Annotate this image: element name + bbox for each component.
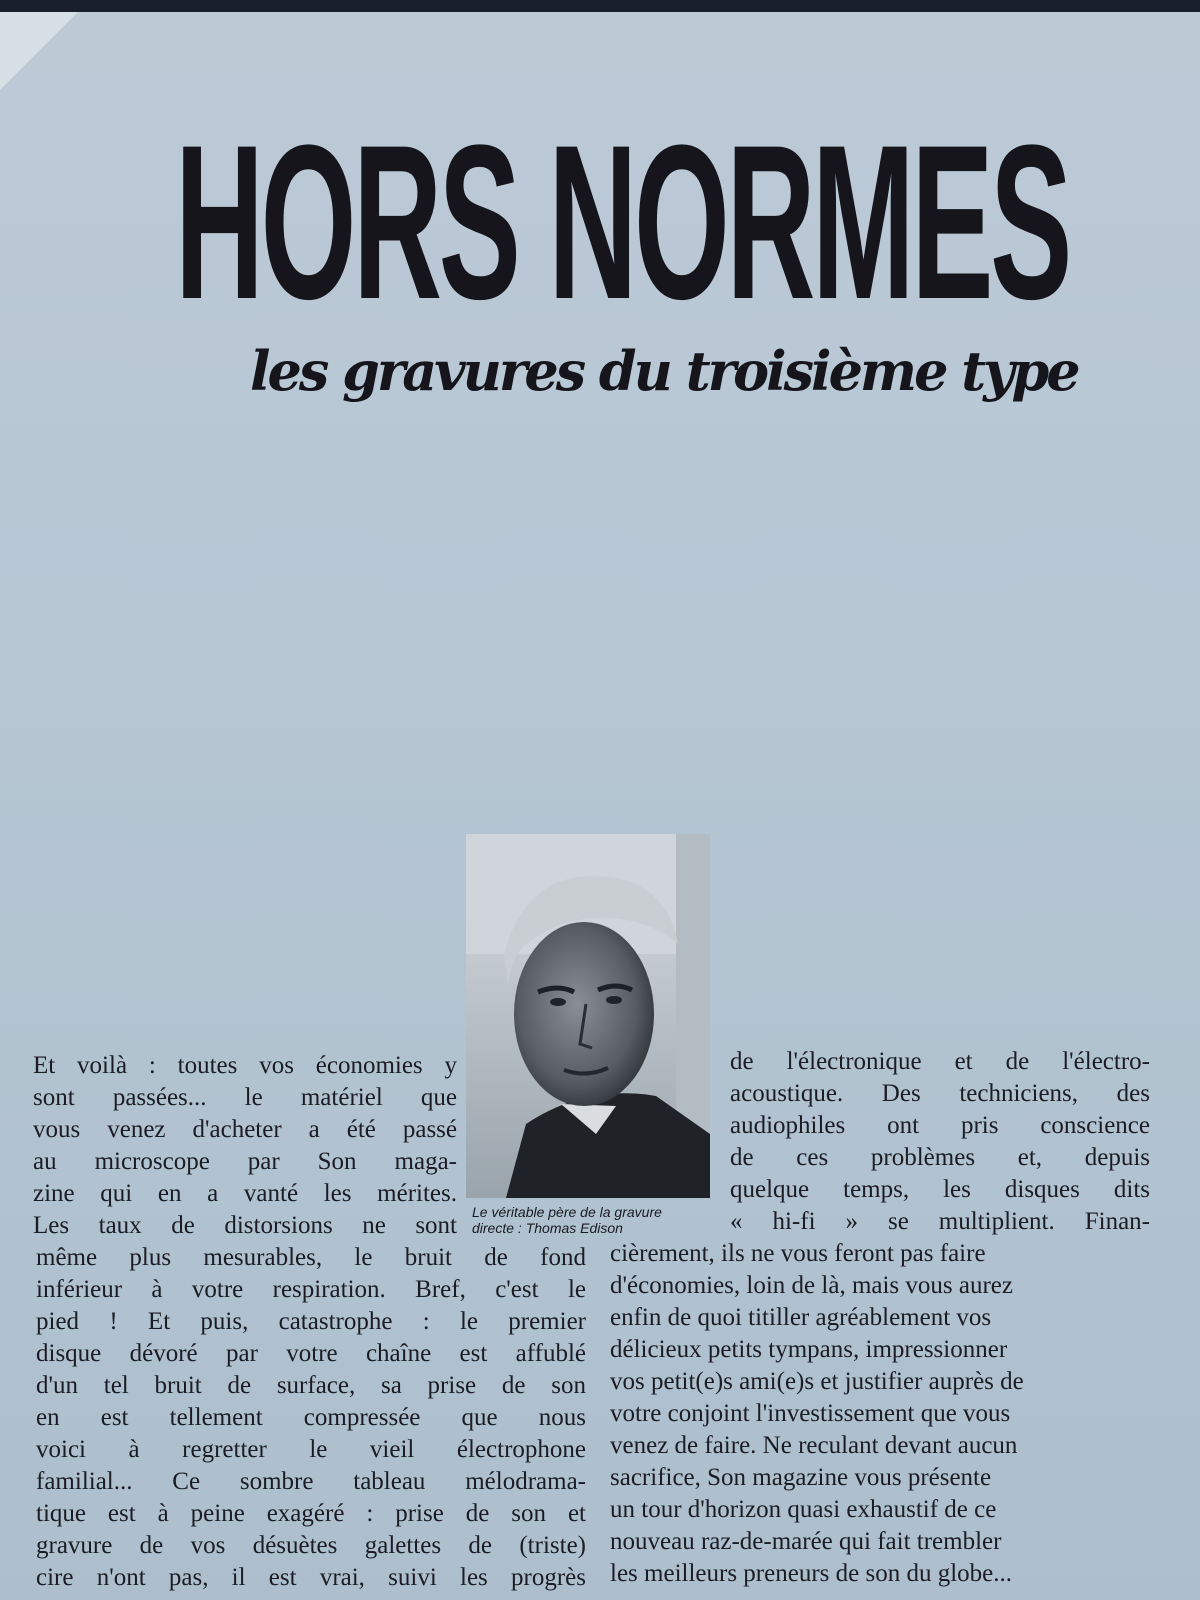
body-column-left-top: Et voilà : toutes vos économies y sont passées... le matériel que vous venez d'acheter a été passé au microscope par Son maga- zine qui en a vanté les mérites. Les taux de distorsions ne sont [33, 1052, 457, 1239]
page-corner-fold [0, 12, 78, 90]
magazine-page [0, 12, 1200, 1600]
article-subtitle: les gravures du troisième type [250, 339, 1078, 403]
portrait-photo [466, 834, 710, 1198]
body-column-left-bottom: même plus mesurables, le bruit de fond inférieur à votre respiration. Bref, c'est le pied ! Et puis, catastrophe : le premier disque dévoré par votre chaîne est affublé d'un tel bruit de surface, sa prise de son en est tellement compressée que nous voici à regretter le vieil électrophone familial... Ce sombre tableau mélodrama- tique est à peine exagéré : prise de son et gravure de vos désuètes galettes de (triste) cire n'ont pas, il est vrai, suivi les progrès [36, 1244, 586, 1591]
photo-caption: Le véritable père de la gravure directe : Thomas Edison [472, 1204, 662, 1236]
body-column-right-top: de l'électronique et de l'électro- acoustique. Des techniciens, des audiophiles ont pris conscience de ces problèmes et, depuis quelque temps, les disques dits « hi-fi » se multiplient. Finan- [730, 1048, 1150, 1235]
body-column-right-bottom: cièrement, ils ne vous feront pas faire d'économies, loin de là, mais vous aurez enfin de quoi titiller agréablement vos délicieux petits tympans, impressionner vos petit(e)s ami(e)s et justifier auprès de votre conjoint l'investissement que vous venez de faire. Ne reculant devant aucun sacrifice, Son magazine vous présente un tour d'horizon quasi exhaustif de ce nouveau raz-de-marée qui fait trembler les meilleurs preneurs de son du globe... [610, 1240, 1024, 1587]
article-headline: HORS NORMES [175, 99, 1069, 345]
